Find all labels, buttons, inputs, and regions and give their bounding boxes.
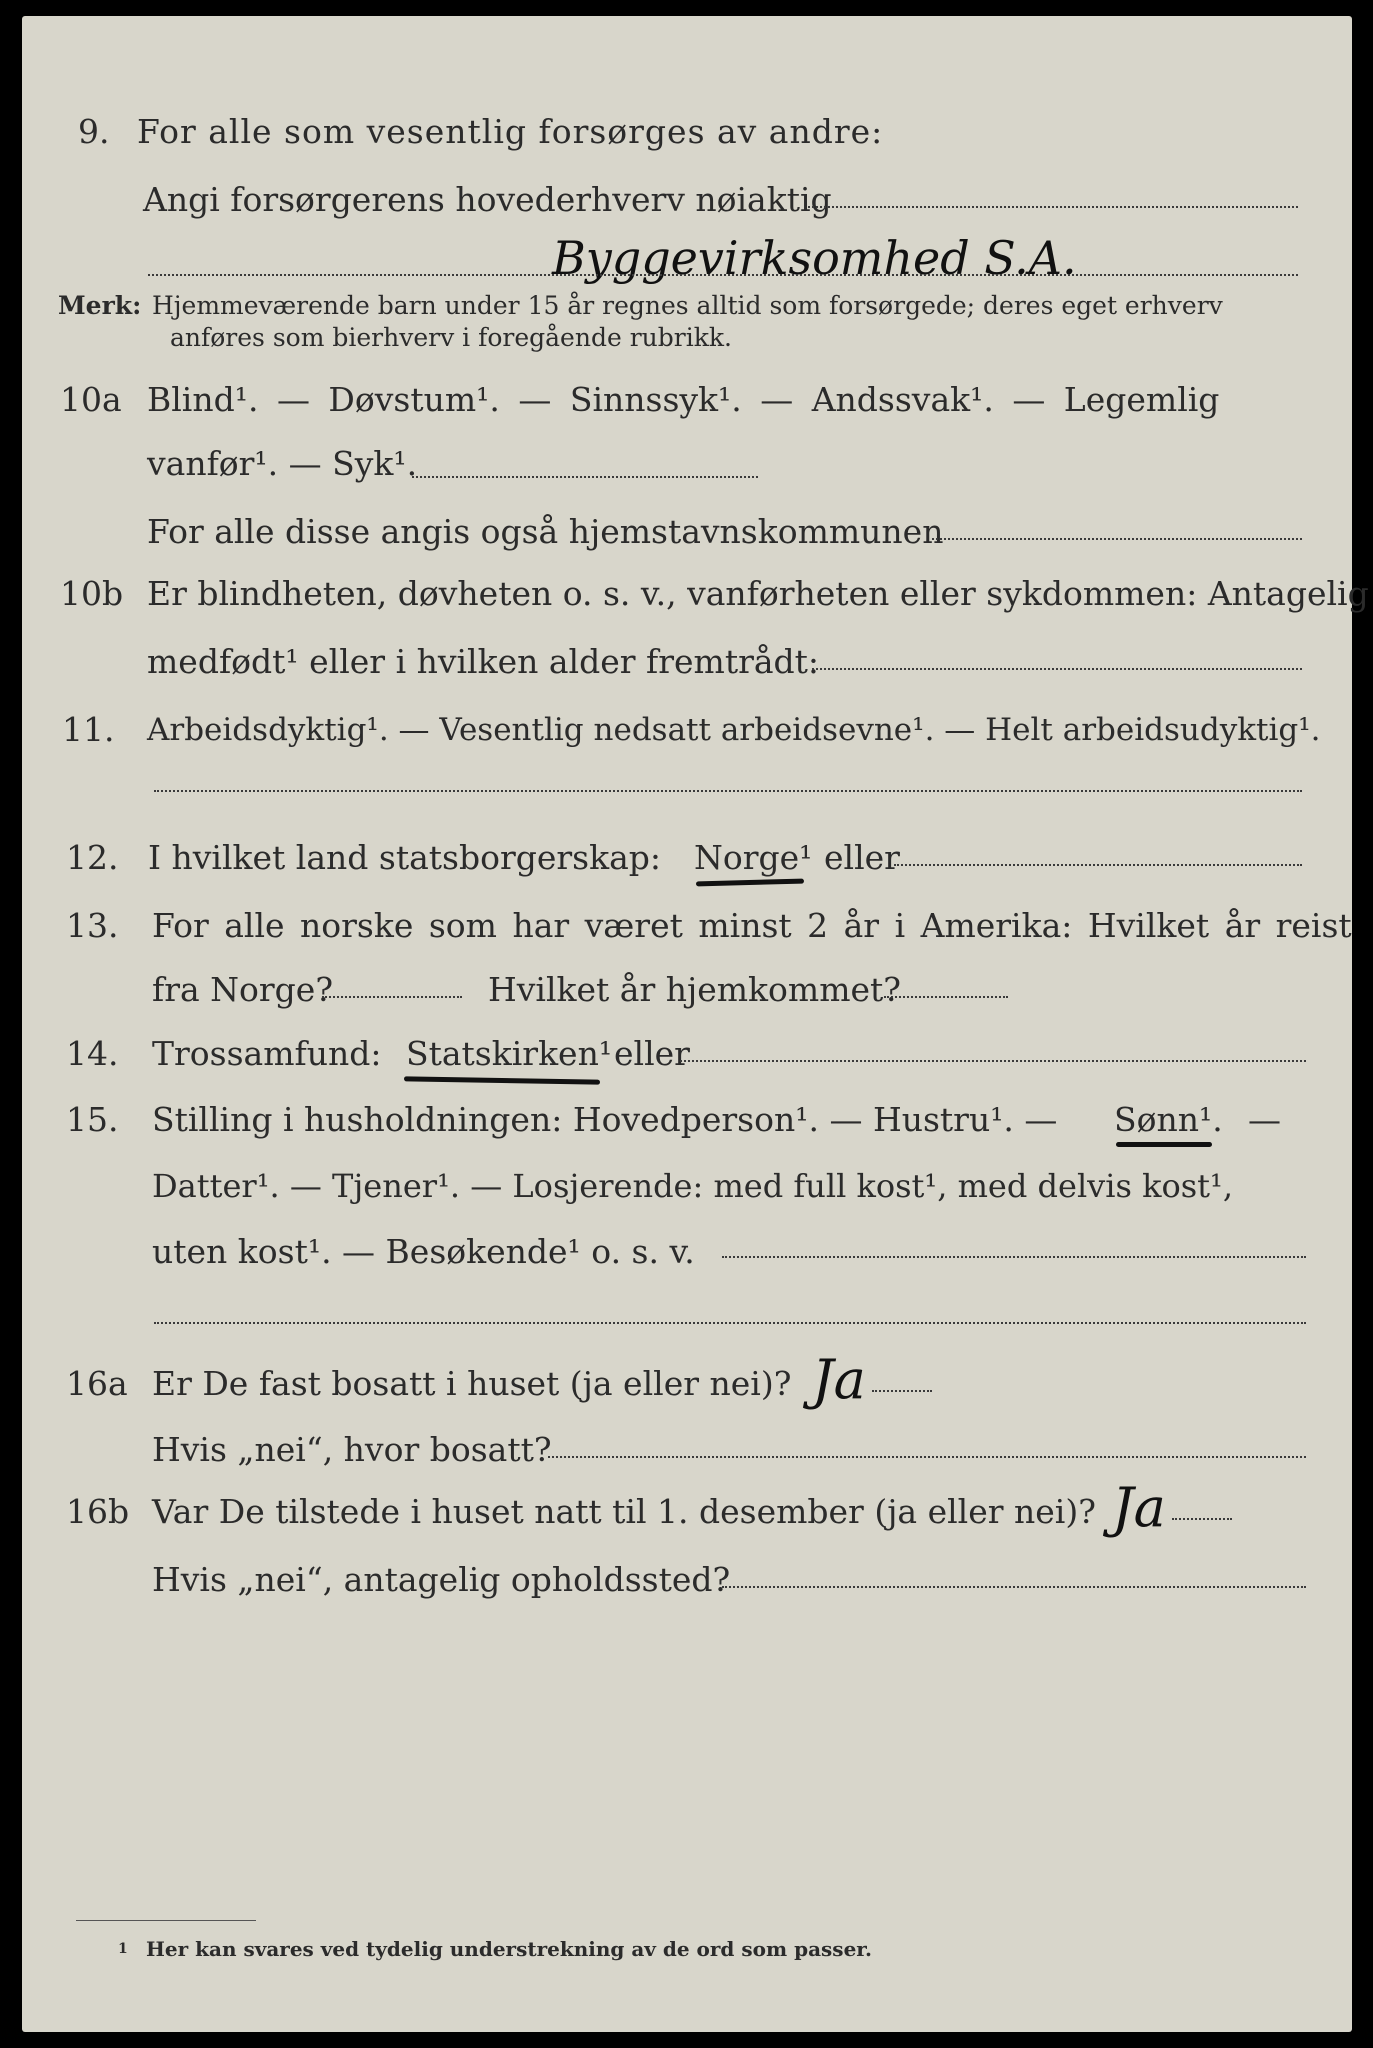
q10a-text-line2: vanfør¹. — Syk¹. [147, 444, 418, 483]
q10b-text-line2: medfødt¹ eller i hvilken alder fremtrådt: [147, 642, 820, 681]
q13-answer-hjemkommet[interactable] [884, 996, 1008, 998]
q9-handwritten-answer: Byggevirksomhed S.A. [552, 231, 1077, 285]
q12-after: eller [824, 838, 900, 877]
q16a-answer-line1[interactable] [872, 1390, 932, 1392]
q12-underline-mark [696, 879, 804, 887]
q14-after: eller [614, 1034, 690, 1073]
q14-answer-line[interactable] [680, 1060, 1306, 1062]
q15-text-line2: Datter¹. — Tjener¹. — Losjerende: med full kost¹, med delvis kost¹, [152, 1167, 1234, 1205]
q15-text-line1a: Stilling i husholdningen: Hovedperson¹. — Hustru¹. — [152, 1100, 1058, 1139]
q16a-answer-line2[interactable] [548, 1456, 1306, 1458]
q13-text-line1: For alle norske som har været minst 2 år i Amerika: Hvilket år reist [152, 906, 1352, 945]
q10b-number: 10b [60, 574, 124, 613]
q9-text-line1: For alle som vesentlig forsørges av andre: [137, 112, 884, 151]
q16b-text-line1: Var De tilstede i huset natt til 1. desember (ja eller nei)? [152, 1492, 1096, 1531]
footnote-mark: 1 [118, 1941, 128, 1957]
q11-text-line1: Arbeidsdyktig¹. — Vesentlig nedsatt arbeidsevne¹. — Helt arbeidsudyktig¹. [147, 712, 1321, 748]
q13-text-line2a: fra Norge? [152, 970, 334, 1009]
q9-number: 9. [78, 112, 110, 151]
footnote-text: Her kan svares ved tydelig understrekning av de ord som passer. [146, 1937, 872, 1961]
q16b-answer-line2[interactable] [722, 1586, 1306, 1588]
q10a-answer-line1[interactable] [412, 476, 758, 478]
q9-text-line2: Angi forsørgerens hovederhverv nøiaktig [143, 180, 832, 219]
q12-option-norge[interactable]: Norge¹ [694, 838, 813, 877]
q16b-handwritten-answer: Ja [1112, 1476, 1166, 1539]
merk-text-line1: Hjemmeværende barn under 15 år regnes alltid som forsørgede; deres eget erhverv [152, 291, 1223, 320]
q10a-answer-line2[interactable] [932, 538, 1302, 540]
census-form-page [22, 16, 1369, 2032]
q14-text: Trossamfund: [152, 1034, 382, 1073]
q9-answer-line2[interactable] [148, 274, 1298, 276]
q16a-text-line1: Er De fast bosatt i huset (ja eller nei)? [152, 1364, 792, 1403]
q15-answer-line2[interactable] [154, 1322, 1306, 1324]
q9-answer-line1[interactable] [808, 206, 1298, 208]
q15-answer-line1[interactable] [722, 1256, 1306, 1258]
q16a-text-line2: Hvis „nei“, hvor bosatt? [152, 1430, 552, 1469]
q10b-answer-line[interactable] [812, 668, 1302, 670]
q10b-text-line1: Er blindheten, døvheten o. s. v., vanførheten eller sykdommen: Antagelig [147, 574, 1369, 613]
q14-underline-mark [404, 1076, 600, 1084]
q11-answer-line[interactable] [154, 790, 1302, 792]
q15-text-line1c: — [1248, 1100, 1281, 1139]
merk-text-line2: anføres som bierhverv i foregående rubrikk. [170, 323, 732, 352]
q14-number: 14. [66, 1034, 119, 1073]
q16b-number: 16b [66, 1492, 130, 1531]
q12-text: I hvilket land statsborgerskap: [148, 838, 662, 877]
q13-text-line2b: Hvilket år hjemkommet? [488, 970, 901, 1009]
q15-underline-mark [1116, 1142, 1212, 1147]
q12-number: 12. [66, 838, 119, 877]
q15-option-sonn[interactable]: Sønn¹. [1114, 1100, 1223, 1139]
merk-label: Merk: [58, 291, 142, 320]
q14-option-statskirken[interactable]: Statskirken¹ [406, 1034, 613, 1073]
q16a-number: 16a [66, 1364, 128, 1403]
q12-answer-line[interactable] [894, 864, 1302, 866]
q16b-text-line2: Hvis „nei“, antagelig opholdssted? [152, 1560, 731, 1599]
q10a-text-line1: Blind¹. — Døvstum¹. — Sinnssyk¹. — Andssvak¹. — Legemlig [147, 380, 1220, 419]
q13-number: 13. [66, 906, 119, 945]
q16a-handwritten-answer: Ja [812, 1348, 866, 1411]
q16b-answer-line1[interactable] [1172, 1518, 1232, 1520]
footnote-rule [76, 1920, 256, 1921]
q11-number: 11. [62, 710, 115, 749]
q15-number: 15. [66, 1100, 119, 1139]
q10a-text-line3: For alle disse angis også hjemstavnskommunen [147, 512, 944, 551]
q10a-number: 10a [60, 380, 122, 419]
q13-answer-reist[interactable] [322, 996, 462, 998]
q15-text-line3: uten kost¹. — Besøkende¹ o. s. v. [152, 1232, 695, 1271]
